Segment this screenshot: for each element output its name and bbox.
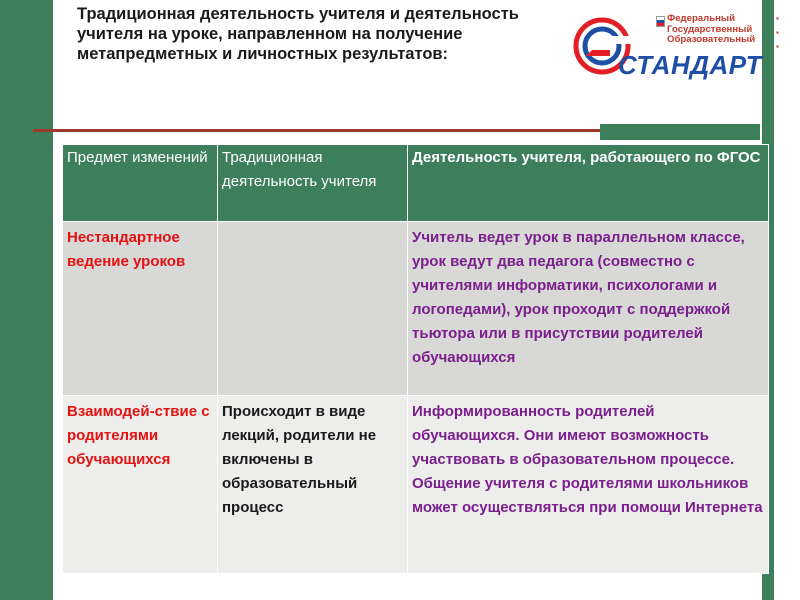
header-traditional: Традиционная деятельность учителя [218, 145, 408, 222]
comparison-table [62, 144, 769, 574]
cell-subject: Нестандартное ведение уроков [63, 222, 218, 396]
cell-traditional: Происходит в виде лекций, родители не включены в образовательный процесс [218, 396, 408, 574]
logo-word: СТАНДАРТ [618, 50, 763, 80]
cell-fgos: Учитель ведет урок в параллельном классе, урок ведут два педагога (совместно с учителями информатики, психологами и логопедами), урок проходит с поддержкой тьютора или в присутствии родителей обучающихся [408, 222, 769, 396]
side-marks: ▪ ▪ ▪ [776, 14, 779, 51]
header-fgos: Деятельность учителя, работающего по ФГОС [408, 145, 769, 222]
slide-title: Традиционная деятельность учителя и деятельность учителя на уроке, направленном на получение метапредметных и личностных результатов: [77, 5, 519, 63]
header-divider [33, 129, 600, 132]
header-subject: Предмет изменений [63, 145, 218, 222]
logo-line-1: Федеральный [667, 13, 736, 24]
left-decor-bar [0, 0, 53, 600]
table-row [63, 396, 769, 574]
fgos-logo [572, 14, 762, 80]
logo-caption [667, 14, 767, 46]
table-row [63, 222, 769, 396]
cell-fgos: Информированность родителей обучающихся. Они имеют возможность участвовать в образовательном процессе. Общение учителя с родителями школьников может осуществляться при помощи Интернета [408, 396, 769, 574]
header-decor-block [600, 124, 760, 140]
cell-subject: Взаимодей-ствие с родителями обучающихся [63, 396, 218, 574]
russian-flag-icon [656, 16, 665, 27]
logo-line-2: Государственный [667, 23, 753, 35]
cell-traditional [218, 222, 408, 396]
table-header-row [63, 145, 769, 222]
logo-line-3: Образовательный [667, 34, 756, 45]
